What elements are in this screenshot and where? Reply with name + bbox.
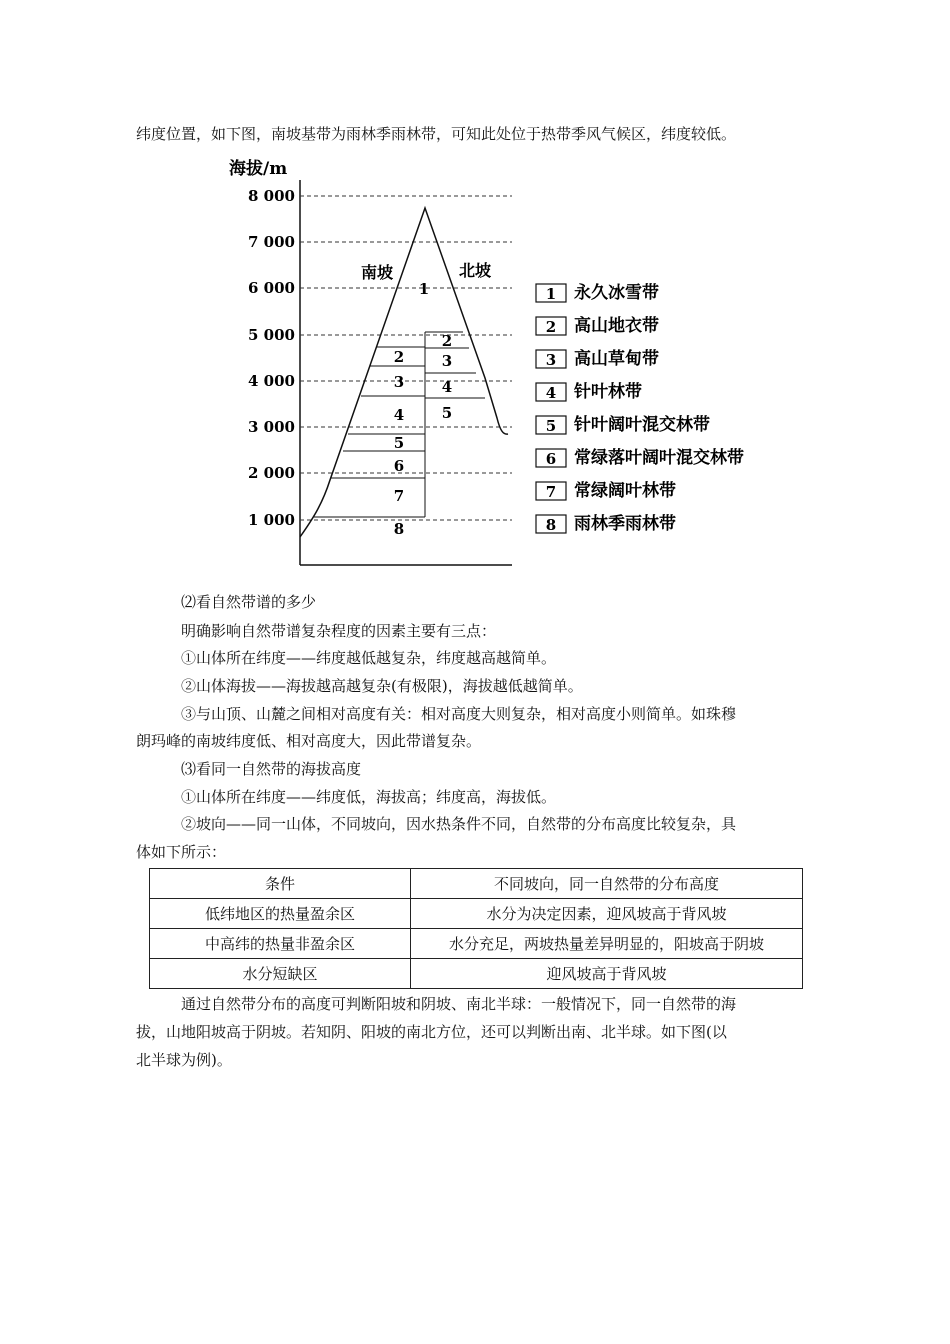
tick-label: 2 000 [248,464,295,482]
table-cell: 水分充足，两坡热量差异明显的，阳坡高于阴坡 [411,929,803,959]
intro-line: 纬度位置，如下图，南坡基带为雨林季雨林带，可知此处位于热带季风气候区，纬度较低。 [136,125,737,143]
legend-item [536,447,744,468]
legend-label: 高山地衣带 [574,316,659,336]
tick-label: 7 000 [248,233,295,251]
slope-comparison-table [149,868,803,989]
legend-item [536,381,642,402]
legend-item [536,348,659,369]
vertical-zonation-figure [0,150,950,570]
zone-number: 4 [441,378,453,396]
legend-item [536,315,659,336]
legend-label: 针叶阔叶混交林带 [574,415,710,435]
south-zone-lines [313,347,425,517]
paragraph: ①山体所在纬度——纬度越低越复杂，纬度越高越简单。 [181,649,557,667]
paragraph: ③与山顶、山麓之间相对高度有关：相对高度大则复杂，相对高度小则简单。如珠穆 [181,705,737,723]
table-cell: 水分短缺区 [150,959,411,989]
zone-number: 4 [393,406,405,424]
zone-number: 8 [393,520,405,538]
zone-number: 7 [393,487,405,505]
section-heading-2: ⑵看自然带谱的多少 [181,593,317,611]
paragraph: 体如下所示： [136,843,227,861]
legend-label: 常绿阔叶林带 [574,481,676,501]
zone-number: 2 [393,348,405,366]
paragraph: ②坡向——同一山体，不同坡向，因水热条件不同，自然带的分布高度比较复杂，具 [181,815,737,833]
tick-label: 1 000 [248,511,295,529]
table-header: 不同坡向，同一自然带的分布高度 [411,869,803,899]
zone-number: 5 [393,434,405,452]
zone-number: 6 [393,457,405,475]
table-row [150,929,803,959]
tick-label: 4 000 [248,372,295,390]
north-slope-label: 北坡 [459,261,492,280]
paragraph: ②山体海拔——海拔越高越复杂(有极限)，海拔越低越简单。 [181,677,583,695]
table-cell: 水分为决定因素，迎风坡高于背风坡 [411,899,803,929]
zone-number: 3 [393,373,405,391]
paragraph: ①山体所在纬度——纬度低，海拔高；纬度高，海拔低。 [181,788,557,806]
legend-item [536,282,659,303]
section-heading-3: ⑶看同一自然带的海拔高度 [181,760,362,778]
zone-number: 3 [441,352,453,370]
zone-number: 2 [441,332,453,350]
table-cell: 低纬地区的热量盈余区 [150,899,411,929]
tick-label: 3 000 [248,418,295,436]
paragraph: 通过自然带分布的高度可判断阳坡和阴坡、南北半球：一般情况下，同一自然带的海 [181,995,737,1013]
tick-label: 5 000 [248,326,295,344]
legend-label: 雨林季雨林带 [574,514,676,534]
table-cell: 中高纬的热量非盈余区 [150,929,411,959]
legend-num: 7 [545,483,557,501]
south-slope-label: 南坡 [361,263,394,282]
zone-number: 1 [418,280,430,298]
legend [536,282,744,534]
legend-num: 8 [545,516,557,534]
legend-item [536,513,676,534]
legend-num: 2 [545,318,557,336]
paragraph: 北半球为例)。 [136,1051,232,1069]
table-row [150,899,803,929]
north-zone-lines [425,332,485,398]
table-header: 条件 [150,869,411,899]
table-cell: 迎风坡高于背风坡 [411,959,803,989]
paragraph: 朗玛峰的南坡纬度低、相对高度大，因此带谱复杂。 [136,732,482,750]
legend-item [536,414,710,435]
paragraph: 明确影响自然带谱复杂程度的因素主要有三点： [181,622,497,640]
legend-label: 永久冰雪带 [574,283,659,303]
tick-label: 6 000 [248,279,295,297]
legend-item [536,480,676,501]
legend-label: 常绿落叶阔叶混交林带 [574,448,744,468]
legend-num: 1 [545,285,557,303]
zone-number: 5 [441,404,453,422]
table-row [150,959,803,989]
legend-num: 3 [545,351,557,369]
legend-num: 4 [545,384,557,402]
paragraph: 拔，山地阳坡高于阴坡。若知阴、阳坡的南北方位，还可以判断出南、北半球。如下图(以 [136,1023,727,1041]
legend-num: 6 [545,450,557,468]
tick-label: 8 000 [248,187,295,205]
legend-label: 高山草甸带 [574,349,659,369]
y-axis-label: 海拔/m [229,159,288,179]
table-header-row [150,869,803,899]
legend-num: 5 [545,417,557,435]
legend-label: 针叶林带 [574,382,642,402]
gridlines [300,196,512,520]
